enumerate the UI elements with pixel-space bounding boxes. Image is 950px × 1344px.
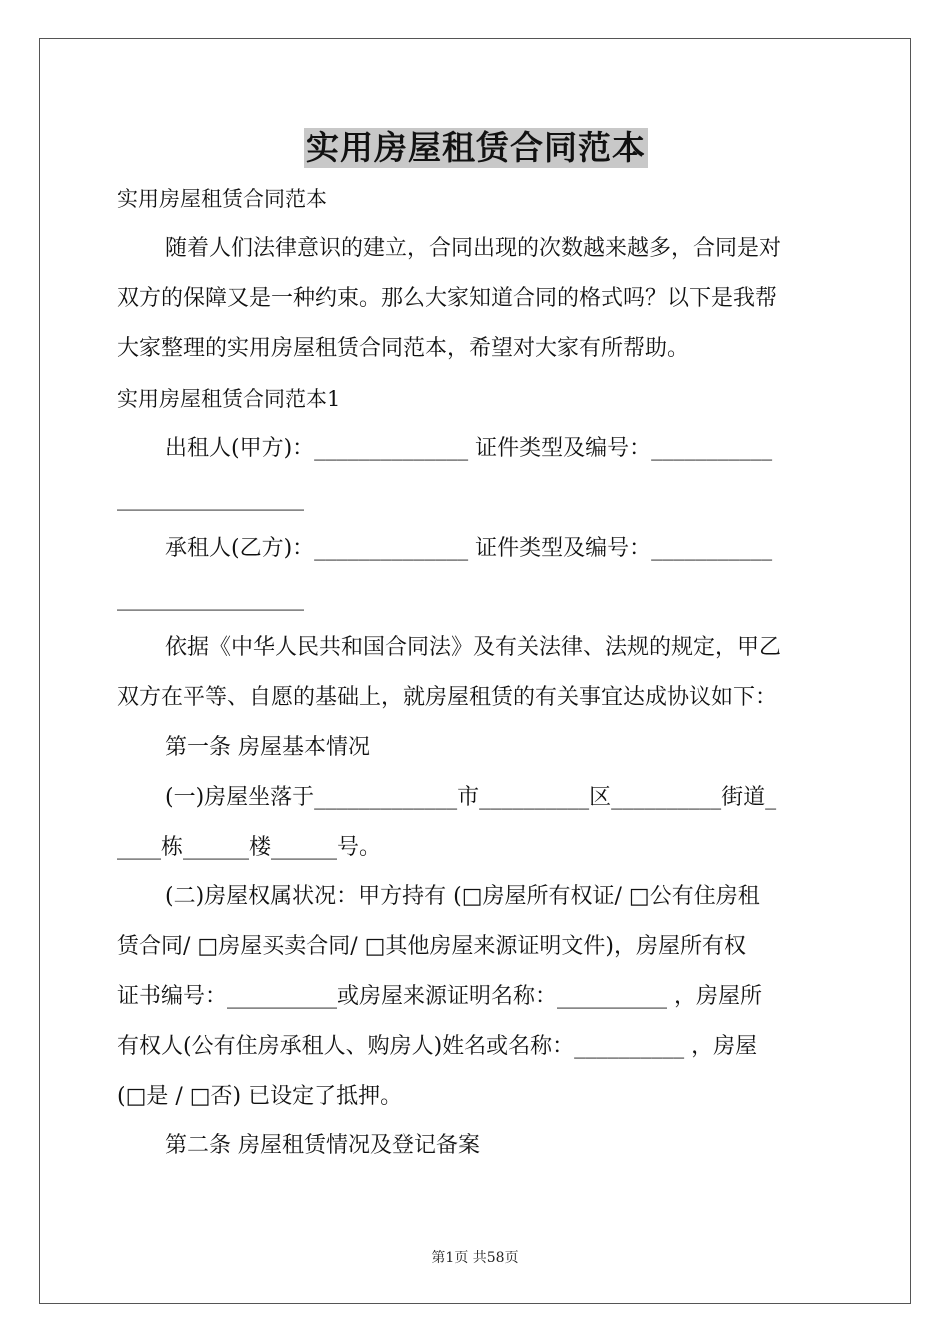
article-heading: 第二条 房屋租赁情况及登记备案 — [165, 1133, 480, 1158]
section-heading: 实用房屋租赁合同范本1 — [117, 387, 341, 411]
ownership-line: 赁合同/ □房屋买卖合同/ □其他房屋来源证明文件)，房屋所有权 — [117, 934, 746, 959]
subtitle: 实用房屋租赁合同范本 — [117, 187, 327, 211]
lessee-line: 承租人(乙方)：______________ 证件类型及编号：___________ — [165, 536, 773, 561]
location-line: ____栋______楼______号。 — [117, 835, 382, 860]
page-border — [39, 38, 911, 1304]
ownership-line: (□是 / □否) 已设定了抵押。 — [117, 1084, 403, 1109]
lessor-line: 出租人(甲方)：______________ 证件类型及编号：___________ — [165, 436, 773, 461]
ownership-line: 有权人(公有住房承租人、购房人)姓名或名称：__________ ，房屋 — [117, 1034, 758, 1059]
intro-line: 大家整理的实用房屋租赁合同范本，希望对大家有所帮助。 — [117, 336, 690, 361]
basis-line: 依据《中华人民共和国合同法》及有关法律、法规的规定，甲乙 — [165, 635, 782, 660]
basis-line: 双方在平等、自愿的基础上，就房屋租赁的有关事宜达成协议如下： — [117, 685, 778, 710]
location-line: (一)房屋坐落于_____________市__________区__________街道_ — [165, 785, 777, 810]
lessee-line: _________________ — [117, 586, 304, 611]
document-title: 实用房屋租赁合同范本 — [306, 128, 646, 167]
article-heading: 第一条 房屋基本情况 — [165, 735, 370, 760]
ownership-line: 证书编号：__________或房屋来源证明名称：__________ ，房屋所 — [117, 984, 762, 1009]
lessor-line: _________________ — [117, 486, 304, 511]
ownership-line: (二)房屋权属状况：甲方持有 (□房屋所有权证/ □公有住房租 — [165, 884, 760, 909]
page-footer: 第1页 共58页 — [431, 1250, 519, 1266]
intro-line: 随着人们法律意识的建立，合同出现的次数越来越多，合同是对 — [165, 236, 782, 261]
intro-line: 双方的保障又是一种约束。那么大家知道合同的格式吗？以下是我帮 — [117, 286, 778, 311]
